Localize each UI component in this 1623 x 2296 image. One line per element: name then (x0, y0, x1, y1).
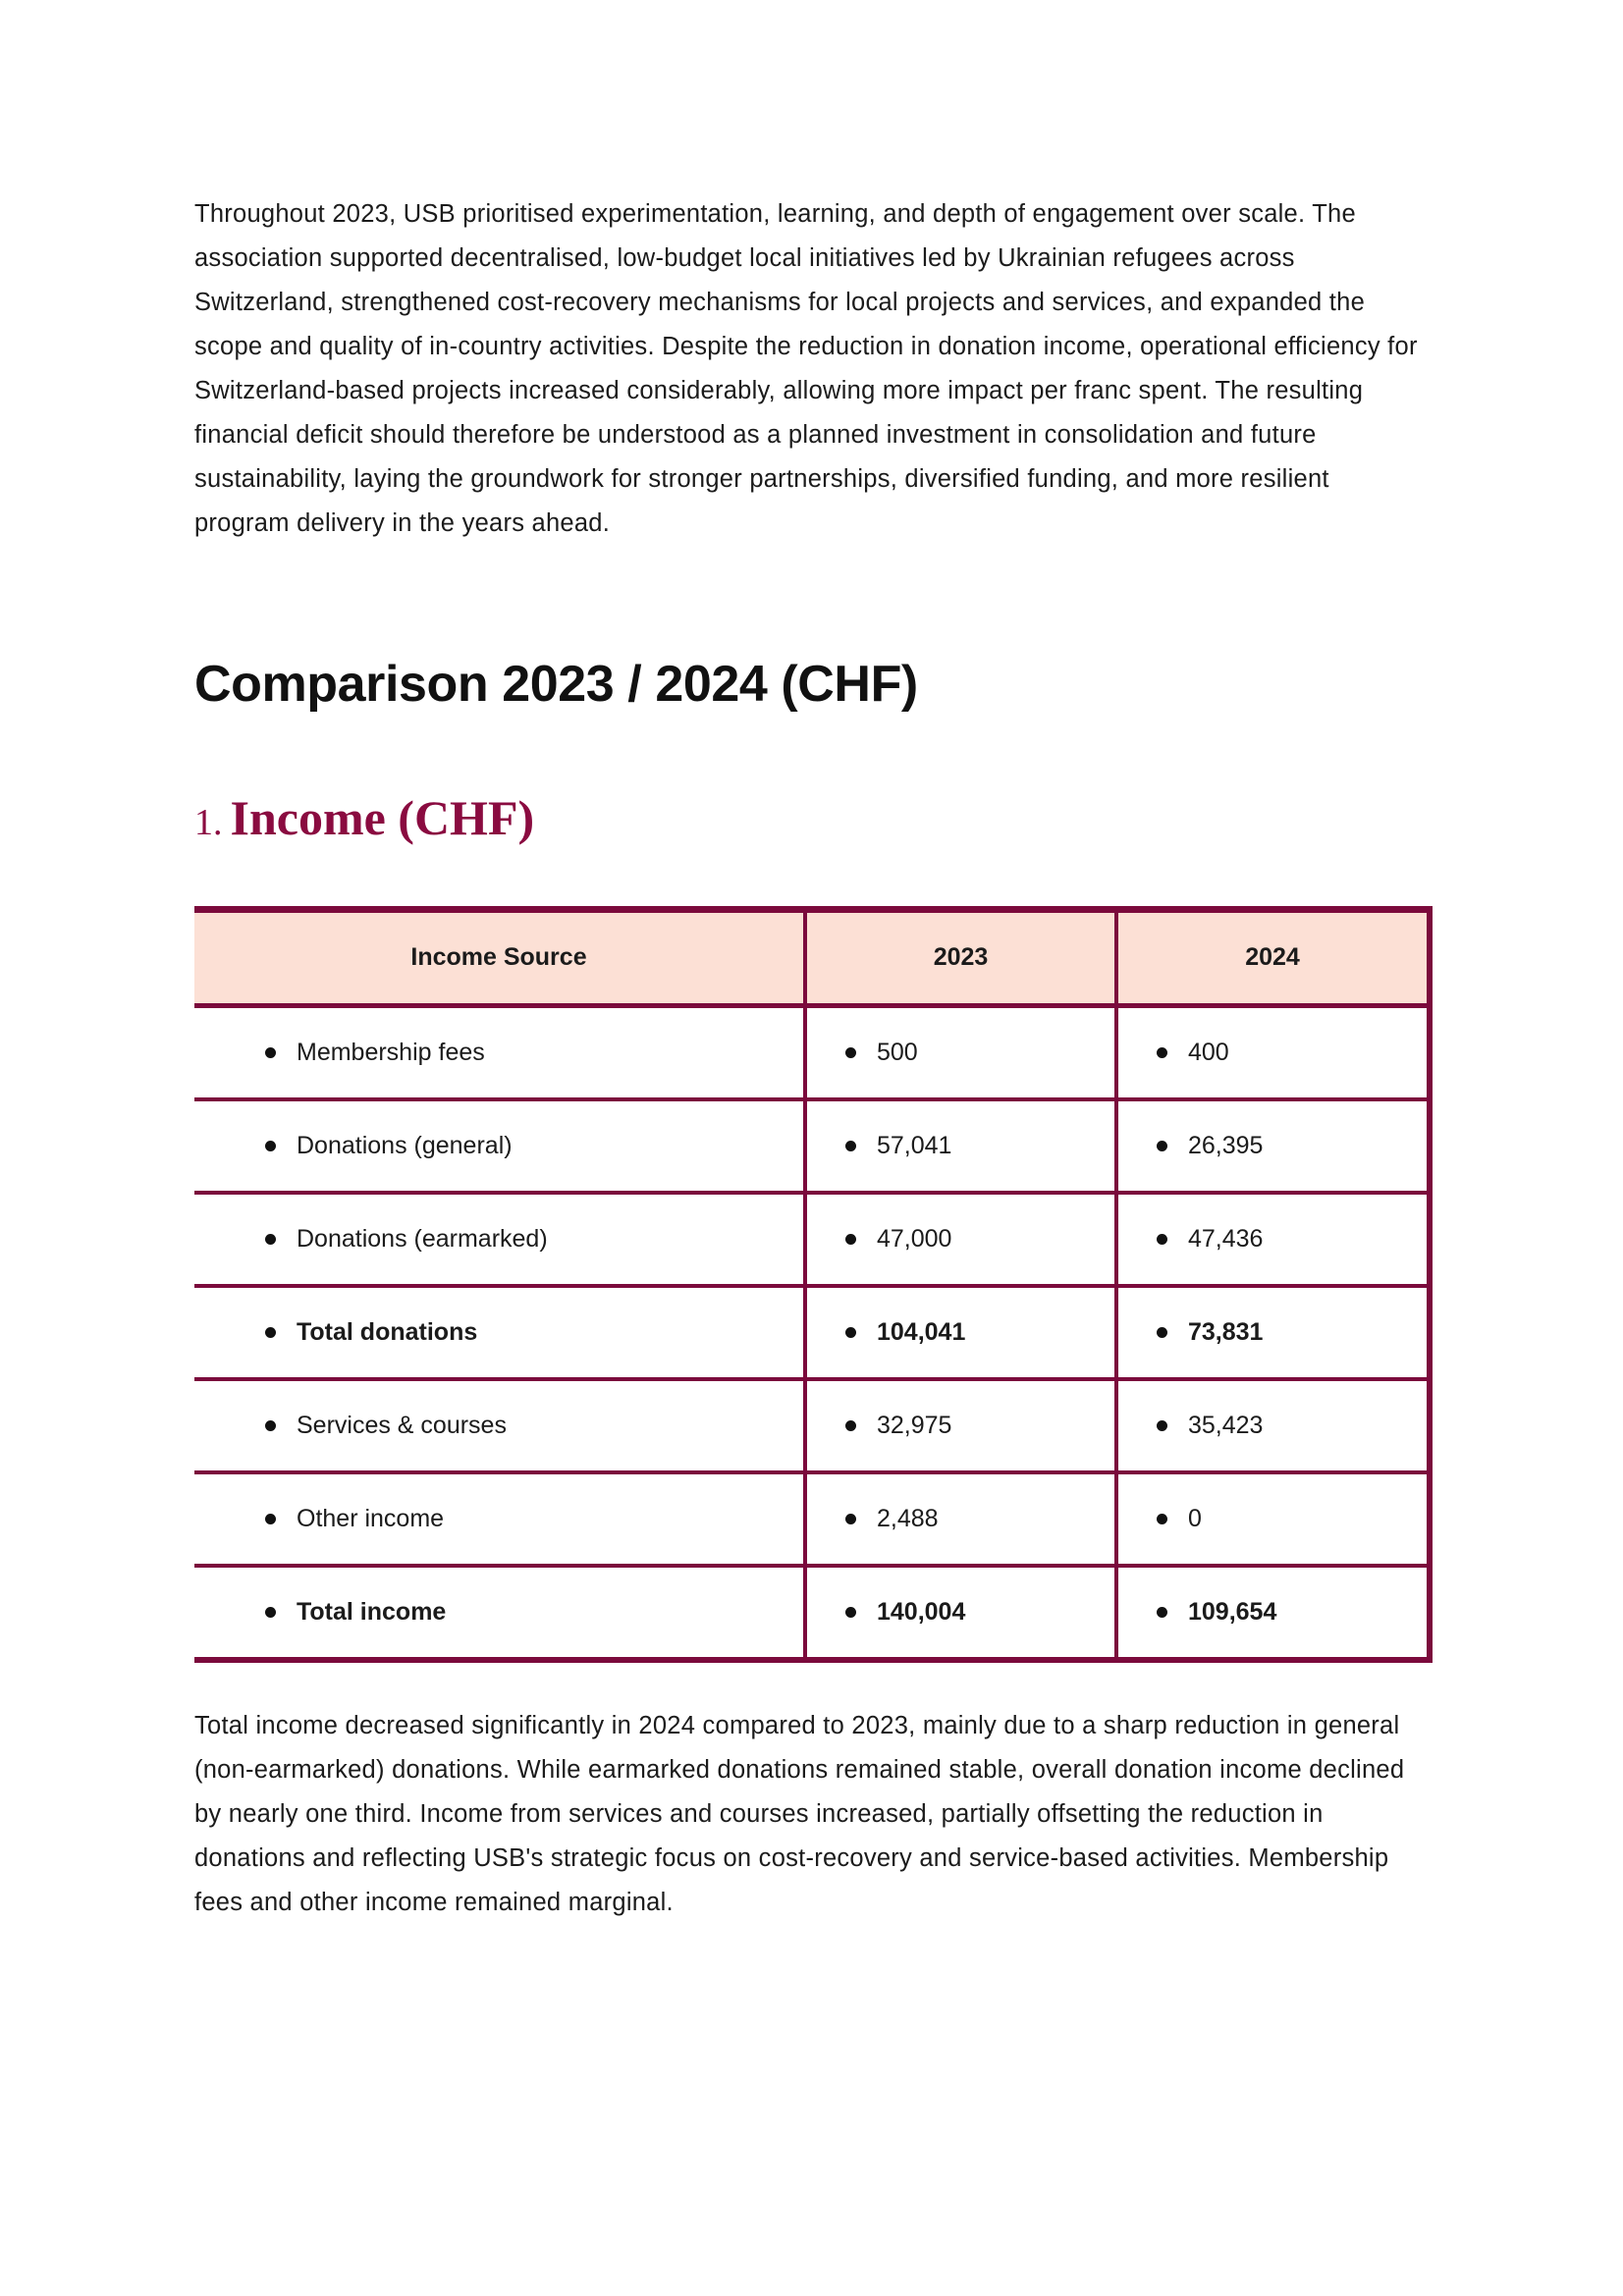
income-table (194, 906, 1433, 1663)
cell-2024 (1116, 1472, 1430, 1566)
spacer-above-table (194, 845, 1430, 906)
cell-label (194, 1193, 805, 1286)
value-2023-text: 32,975 (877, 1412, 952, 1440)
value-2023-text: 57,041 (877, 1132, 952, 1160)
table-row-total-donations (194, 1286, 1430, 1379)
main-heading: Comparison 2023 / 2024 (CHF) (194, 656, 918, 713)
spacer-below-table (194, 1663, 1430, 1704)
cell-label (194, 1005, 805, 1099)
column-header-income-source: Income Source (194, 909, 805, 1005)
value-2023-text: 140,004 (877, 1598, 966, 1627)
closing-paragraph: Total income decreased significantly in 2024 compared to 2023, mainly due to a sharp reduction in general (non-earmarked) donations. While earmarked donations remained stable, overall donation income declined by nearly one third. Income from services and courses increased, partially offsetting the reduction in donations and reflecting USB's strategic focus on cost-recovery and service-based activities. Membership fees and other income remained marginal. (194, 1711, 1405, 1916)
cell-label (194, 1286, 805, 1379)
spacer-above-main-heading (194, 546, 1430, 656)
bullet-icon (265, 1514, 276, 1524)
bullet-icon (845, 1420, 856, 1431)
income-table-head (194, 909, 1430, 1005)
bullet-icon (1157, 1234, 1167, 1245)
table-row (194, 1193, 1430, 1286)
row-label-text: Total income (297, 1598, 447, 1627)
income-table-body (194, 1005, 1430, 1660)
intro-paragraph: Throughout 2023, USB prioritised experimentation, learning, and depth of engagement over scale. The association supported decentralised, low-budget local initiatives led by Ukrainian refugees across Switzerland, strengthened cost-recovery mechanisms for local projects and services, and expanded the scope and quality of in-country activities. Despite the reduction in donation income, operational efficiency for Switzerland-based projects increased considerably, allowing more impact per franc spent. The resulting financial deficit should therefore be understood as a planned investment in consolidation and future sustainability, laying the groundwork for stronger partnerships, diversified funding, and more resilient program delivery in the years ahead. (194, 200, 1418, 537)
bullet-icon (265, 1047, 276, 1058)
bullet-icon (265, 1141, 276, 1151)
cell-2023 (805, 1379, 1116, 1472)
row-label-text: Other income (297, 1505, 445, 1533)
table-row-total-income (194, 1566, 1430, 1660)
value-2024-text: 35,423 (1188, 1412, 1264, 1440)
bullet-icon (1157, 1607, 1167, 1618)
bullet-icon (1157, 1141, 1167, 1151)
row-label-text: Donations (general) (297, 1132, 513, 1160)
value-2023-text: 2,488 (877, 1505, 939, 1533)
cell-2023 (805, 1099, 1116, 1193)
cell-2024 (1116, 1005, 1430, 1099)
bullet-icon (845, 1047, 856, 1058)
spacer-below-main-heading (194, 715, 1430, 791)
bullet-icon (845, 1514, 856, 1524)
value-2024-text: 26,395 (1188, 1132, 1264, 1160)
value-2024-text: 0 (1188, 1505, 1202, 1533)
cell-2023 (805, 1472, 1116, 1566)
document-content (194, 192, 1430, 1925)
bullet-icon (1157, 1327, 1167, 1338)
table-row (194, 1099, 1430, 1193)
row-label-text: Services & courses (297, 1412, 507, 1440)
cell-2024 (1116, 1286, 1430, 1379)
section-heading (194, 791, 1430, 845)
bullet-icon (1157, 1420, 1167, 1431)
cell-2023 (805, 1005, 1116, 1099)
value-2024-text: 73,831 (1188, 1318, 1264, 1347)
bullet-icon (845, 1141, 856, 1151)
cell-2024 (1116, 1566, 1430, 1660)
bullet-icon (845, 1607, 856, 1618)
column-header-2024: 2024 (1116, 909, 1430, 1005)
cell-label (194, 1472, 805, 1566)
bullet-icon (265, 1607, 276, 1618)
cell-2023 (805, 1566, 1116, 1660)
bullet-icon (265, 1420, 276, 1431)
bullet-icon (845, 1327, 856, 1338)
cell-label (194, 1379, 805, 1472)
section-title: Income (CHF) (230, 789, 535, 845)
value-2023-text: 500 (877, 1039, 918, 1067)
table-row (194, 1379, 1430, 1472)
table-row (194, 1005, 1430, 1099)
row-label-text: Membership fees (297, 1039, 485, 1067)
cell-2024 (1116, 1193, 1430, 1286)
bullet-icon (845, 1234, 856, 1245)
cell-label (194, 1566, 805, 1660)
cell-label (194, 1099, 805, 1193)
cell-2024 (1116, 1099, 1430, 1193)
cell-2023 (805, 1286, 1116, 1379)
column-header-2023: 2023 (805, 909, 1116, 1005)
bullet-icon (1157, 1514, 1167, 1524)
cell-2024 (1116, 1379, 1430, 1472)
value-2024-text: 47,436 (1188, 1225, 1264, 1254)
bullet-icon (265, 1234, 276, 1245)
value-2024-text: 400 (1188, 1039, 1229, 1067)
value-2023-text: 104,041 (877, 1318, 966, 1347)
row-label-text: Donations (earmarked) (297, 1225, 548, 1254)
value-2024-text: 109,654 (1188, 1598, 1277, 1627)
section-number: 1. (194, 801, 223, 843)
row-label-text: Total donations (297, 1318, 478, 1347)
cell-2023 (805, 1193, 1116, 1286)
table-header-row (194, 909, 1430, 1005)
value-2023-text: 47,000 (877, 1225, 952, 1254)
table-row (194, 1472, 1430, 1566)
bullet-icon (265, 1327, 276, 1338)
bullet-icon (1157, 1047, 1167, 1058)
